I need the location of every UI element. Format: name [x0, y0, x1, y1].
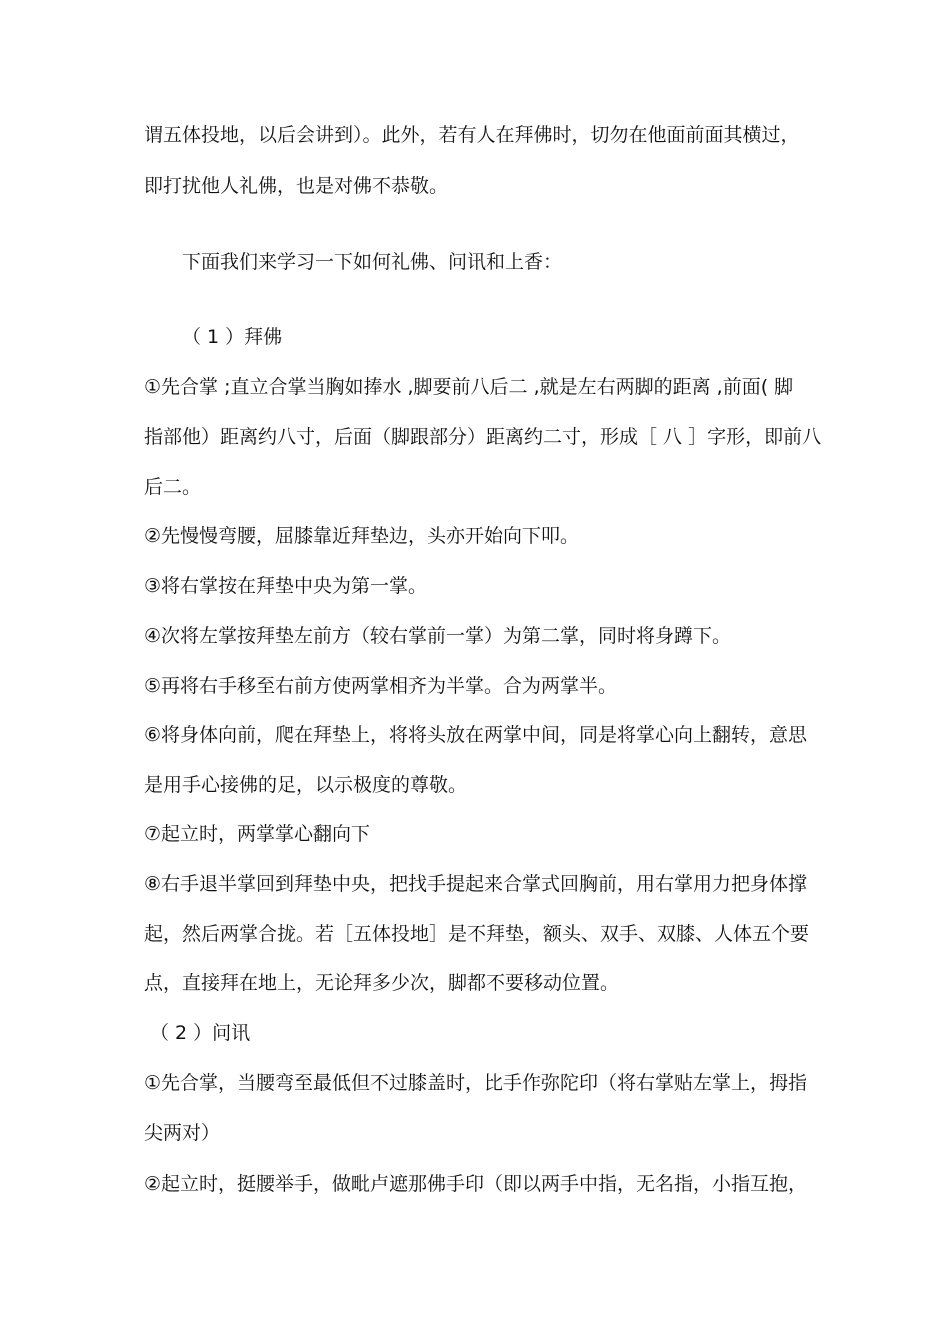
step-line: ⑧右手退半掌回到拜垫中央，把找手提起来合掌式回胸前，用右掌用力把身体撑 — [144, 873, 808, 895]
section-heading-bai-fo: （ 1 ）拜佛 — [182, 326, 283, 348]
step-line: ⑤再将右手移至右前方使两掌相齐为半掌。合为两掌半。 — [144, 675, 618, 697]
step-line: ⑦起立时，两掌掌心翻向下 — [144, 823, 371, 845]
step-line: ②起立时，挺腰举手，做毗卢遮那佛手印（即以两手中指，无名指，小指互抱， — [144, 1173, 808, 1195]
step-line: 起，然后两掌合拢。若［五体投地］是不拜垫，额头、双手、双膝、人体五个要 — [144, 923, 810, 945]
paragraph-line: 即打扰他人礼佛，也是对佛不恭敬。 — [144, 175, 449, 197]
step-line: ④次将左掌按拜垫左前方（较右掌前一掌）为第二掌，同时将身蹲下。 — [144, 625, 732, 647]
step-line: 是用手心接佛的足，以示极度的尊敬。 — [144, 774, 468, 796]
step-line: 尖两对） — [144, 1122, 221, 1144]
intro-line: 下面我们来学习一下如何礼佛、问讯和上香： — [182, 251, 563, 273]
step-line: 指部他）距离约八寸，后面（脚跟部分）距离约二寸，形成［ 八 ］字形，即前八 — [144, 426, 822, 448]
step-line: ②先慢慢弯腰，屈膝靠近拜垫边，头亦开始向下叩。 — [144, 525, 580, 547]
step-line: ①先合掌 ;直立合掌当胸如捧水 ,脚要前八后二 ,就是左右两脚的距离 ,前面( 脚 — [144, 376, 794, 398]
step-line: 后二。 — [144, 476, 202, 498]
paragraph-line: 谓五体投地，以后会讲到）。此外，若有人在拜佛时，切勿在他面前面其横过， — [144, 124, 800, 146]
step-line: ①先合掌，当腰弯至最低但不过膝盖时，比手作弥陀印（将右掌贴左掌上，拇指 — [144, 1072, 808, 1094]
step-line: 点，直接拜在地上，无论拜多少次，脚都不要移动位置。 — [144, 972, 620, 994]
step-line: ③将右掌按在拜垫中央为第一掌。 — [144, 575, 428, 597]
step-line: ⑥将身体向前，爬在拜垫上，将将头放在两掌中间，同是将掌心向上翻转，意思 — [144, 724, 808, 746]
section-heading-wen-xun: （ 2 ）问讯 — [150, 1022, 251, 1044]
